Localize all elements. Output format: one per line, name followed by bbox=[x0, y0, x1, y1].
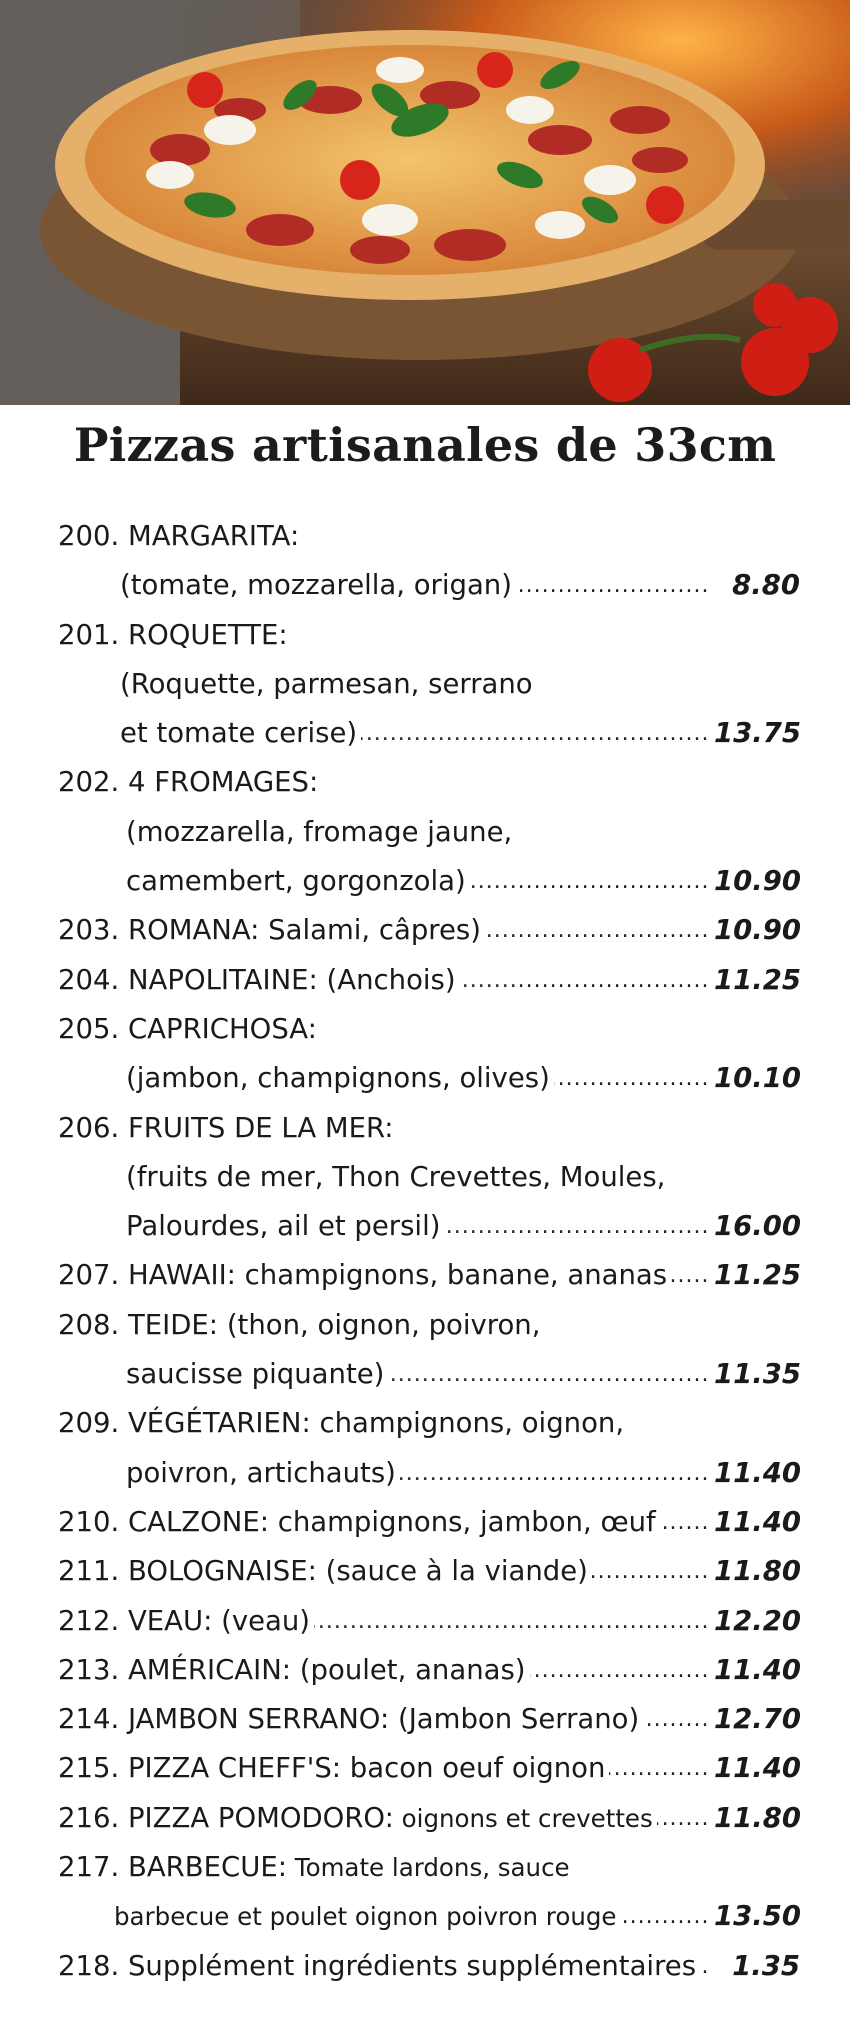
menu-item-price: 11.40 bbox=[708, 1449, 800, 1498]
menu-item-text: 205. CAPRICHOSA: bbox=[58, 1005, 321, 1054]
menu-item-text: et tomate cerise) bbox=[120, 709, 361, 758]
menu-item-text: 216. PIZZA POMODORO: oignons et crevettes bbox=[58, 1794, 657, 1843]
menu-item-text: camembert, gorgonzola) bbox=[126, 857, 470, 906]
menu-item-text: 210. CALZONE: champignons, jambon, œuf bbox=[58, 1498, 660, 1547]
menu-item-price: 11.80 bbox=[708, 1794, 800, 1843]
menu-item-text: 209. VÉGÉTARIEN: champignons, oignon, bbox=[58, 1399, 628, 1448]
menu-item-price: 11.40 bbox=[708, 1744, 800, 1793]
menu-item-line bbox=[0, 906, 850, 955]
menu-item-line bbox=[0, 1202, 850, 1251]
menu-item-line bbox=[0, 1104, 850, 1153]
menu-item-line bbox=[0, 808, 850, 857]
menu-item-text: (Roquette, parmesan, serrano bbox=[120, 660, 537, 709]
menu-item-price: 11.40 bbox=[708, 1646, 800, 1695]
menu-item-text: 200. MARGARITA: bbox=[58, 512, 303, 561]
menu-item-price: 12.20 bbox=[708, 1597, 800, 1646]
menu-item-line bbox=[0, 1646, 850, 1695]
menu-item-price: 13.75 bbox=[708, 709, 800, 758]
menu-item-line bbox=[0, 561, 850, 610]
menu-item-line bbox=[0, 1744, 850, 1793]
menu-item-text: saucisse piquante) bbox=[126, 1350, 388, 1399]
menu-item-text: (mozzarella, fromage jaune, bbox=[126, 808, 516, 857]
menu-item-line bbox=[0, 611, 850, 660]
menu-item-line bbox=[0, 660, 850, 709]
menu-item-text: 211. BOLOGNAISE: (sauce à la viande) bbox=[58, 1547, 592, 1596]
menu-item-text: 203. ROMANA: Salami, câpres) bbox=[58, 906, 485, 955]
menu-item-line bbox=[0, 1350, 850, 1399]
menu-item-text: 204. NAPOLITAINE: (Anchois) bbox=[58, 956, 460, 1005]
menu-item-price: 11.40 bbox=[708, 1498, 800, 1547]
menu-item-text: poivron, artichauts) bbox=[126, 1449, 400, 1498]
menu-item-line bbox=[0, 857, 850, 906]
menu-item-line bbox=[0, 1498, 850, 1547]
menu-item-text: 201. ROQUETTE: bbox=[58, 611, 292, 660]
menu-item-text: 208. TEIDE: (thon, oignon, poivron, bbox=[58, 1301, 544, 1350]
hero-pizza-image bbox=[0, 0, 850, 405]
menu-item-text: 214. JAMBON SERRANO: (Jambon Serrano) bbox=[58, 1695, 643, 1744]
menu-item-line bbox=[0, 1843, 850, 1892]
menu-item-line bbox=[0, 1597, 850, 1646]
menu-item-line bbox=[0, 1794, 850, 1843]
menu-item-line bbox=[0, 1054, 850, 1103]
menu-item-text: 215. PIZZA CHEFF'S: bacon oeuf oignon bbox=[58, 1744, 609, 1793]
menu-item-price: 16.00 bbox=[708, 1202, 800, 1251]
menu-item-price: 1.35 bbox=[708, 1942, 800, 1991]
menu-item-text: 218. Supplément ingrédients supplémentaires bbox=[58, 1942, 700, 1991]
menu-item-price: 13.50 bbox=[708, 1892, 800, 1941]
menu-item-price: 11.35 bbox=[708, 1350, 800, 1399]
menu-item-text: 202. 4 FROMAGES: bbox=[58, 758, 322, 807]
menu-item-price: 11.25 bbox=[708, 1251, 800, 1300]
menu-item-text: (jambon, champignons, olives) bbox=[126, 1054, 554, 1103]
menu-item-price: 8.80 bbox=[708, 561, 800, 610]
pizza-menu-list bbox=[0, 512, 850, 1991]
pizza-illustration bbox=[0, 0, 850, 405]
menu-item-text: 213. AMÉRICAIN: (poulet, ananas) bbox=[58, 1646, 530, 1695]
menu-item-price: 10.90 bbox=[708, 906, 800, 955]
menu-item-line bbox=[0, 709, 850, 758]
menu-item-line bbox=[0, 1301, 850, 1350]
menu-item-line bbox=[0, 1892, 850, 1941]
menu-item-text: 206. FRUITS DE LA MER: bbox=[58, 1104, 398, 1153]
menu-item-line bbox=[0, 1153, 850, 1202]
menu-item-price: 10.90 bbox=[708, 857, 800, 906]
menu-item-text: 207. HAWAII: champignons, banane, ananas bbox=[58, 1251, 671, 1300]
menu-item-text: Palourdes, ail et persil) bbox=[126, 1202, 444, 1251]
menu-item-text: 212. VEAU: (veau) bbox=[58, 1597, 314, 1646]
menu-item-line bbox=[0, 1399, 850, 1448]
page-title: Pizzas artisanales de 33cm bbox=[73, 418, 777, 472]
menu-item-line bbox=[0, 1251, 850, 1300]
menu-item-text: (tomate, mozzarella, origan) bbox=[120, 561, 516, 610]
menu-item-text: (fruits de mer, Thon Crevettes, Moules, bbox=[126, 1153, 669, 1202]
menu-item-price: 11.80 bbox=[708, 1547, 800, 1596]
menu-item-price: 11.25 bbox=[708, 956, 800, 1005]
menu-item-line bbox=[0, 1695, 850, 1744]
menu-item-price: 12.70 bbox=[708, 1695, 800, 1744]
menu-item-line bbox=[0, 1547, 850, 1596]
menu-item-line bbox=[0, 956, 850, 1005]
menu-item-text: 217. BARBECUE: Tomate lardons, sauce bbox=[58, 1843, 574, 1892]
menu-item-line bbox=[0, 1005, 850, 1054]
menu-item-price: 10.10 bbox=[708, 1054, 800, 1103]
menu-item-text: barbecue et poulet oignon poivron rouge bbox=[114, 1892, 620, 1941]
menu-item-line bbox=[0, 1449, 850, 1498]
menu-item-line bbox=[0, 512, 850, 561]
menu-item-line bbox=[0, 758, 850, 807]
menu-item-line bbox=[0, 1942, 850, 1991]
